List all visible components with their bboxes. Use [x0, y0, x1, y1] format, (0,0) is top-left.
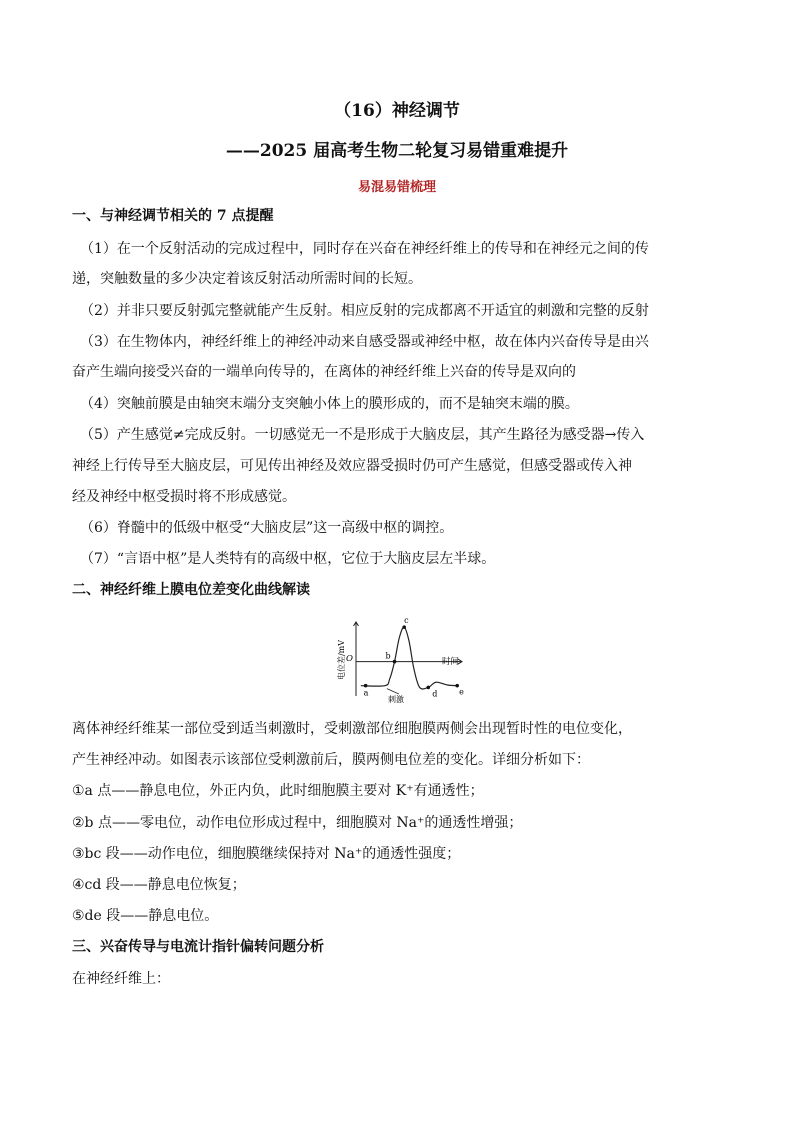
point-a: [364, 684, 368, 688]
section-heading-2: 二、神经纤维上膜电位差变化曲线解读: [72, 582, 310, 598]
text-line: 神经上行传导至大脑皮层，可见传出神经及效应器受损时仍可产生感觉，但感受器或传入神: [72, 458, 632, 474]
origin-label: O: [346, 654, 353, 664]
text-line: 离体神经纤维某一部位受到适当刺激时，受刺激部位细胞膜两侧会出现暂时性的电位变化，: [72, 721, 632, 737]
point-c: [402, 625, 406, 629]
section-heading-1: 一、与神经调节相关的 7 点提醒: [72, 208, 274, 224]
point-label-a: a: [363, 688, 369, 698]
text-line: （5）产生感觉≠完成反射。一切感觉无一不是形成于大脑皮层，其产生路径为感受器→传入: [80, 427, 645, 443]
text-line: （7）“言语中枢”是人类特有的高级中枢，它位于大脑皮层左半球。: [80, 551, 496, 567]
text-line: （3）在生物体内，神经纤维上的神经冲动来自感受器或神经中枢，故在体内兴奋传导是由兴: [80, 334, 649, 350]
text-line: ④cd 段——静息电位恢复；: [72, 877, 246, 893]
point-label-b: b: [385, 651, 391, 661]
text-line: ②b 点——零电位，动作电位形成过程中，细胞膜对 Na⁺的通透性增强；: [72, 815, 523, 831]
point-b: [393, 660, 397, 664]
point-d: [426, 686, 430, 690]
text-line: 产生神经冲动。如图表示该部位受刺激前后，膜两侧电位差的变化。详细分析如下：: [72, 752, 590, 768]
stimulus-arrow: [387, 689, 399, 694]
text-line: （6）脊髓中的低级中枢受“大脑皮层”这一高级中枢的调控。: [80, 520, 454, 536]
x-axis-label: 时间: [442, 657, 460, 667]
section-heading-3: 三、兴奋传导与电流计指针偏转问题分析: [72, 939, 324, 955]
point-label-c: c: [404, 616, 409, 626]
stimulus-label: 刺激: [388, 695, 404, 704]
y-axis-label: 电位差/mV: [337, 639, 346, 681]
section-banner: 易混易错梳理: [357, 180, 436, 195]
point-label-e: e: [459, 687, 464, 697]
text-line: 经及神经中枢受损时将不形成感觉。: [72, 489, 296, 505]
text-line: ③bc 段——动作电位，细胞膜继续保持对 Na⁺的通透性强度；: [72, 846, 461, 862]
text-line: 奋产生端向接受兴奋的一端单向传导的，在离体的神经纤维上兴奋的传导是双向的: [72, 364, 576, 380]
text-line: （2）并非只要反射弧完整就能产生反射。相应反射的完成都离不开适宜的刺激和完整的反射: [80, 303, 649, 319]
membrane-potential-chart: [330, 614, 470, 704]
doc-title: （16）神经调节: [334, 101, 460, 121]
text-line: （1）在一个反射活动的完成过程中，同时存在兴奋在神经纤维上的传导和在神经元之间的传: [80, 241, 649, 257]
text-line: 在神经纤维上：: [72, 971, 170, 987]
point-label-d: d: [432, 689, 438, 699]
text-line: ⑤de 段——静息电位。: [72, 908, 219, 924]
doc-title-sub: ——2025 届高考生物二轮复习易错重难提升: [225, 141, 569, 161]
text-line: 递，突触数量的多少决定着该反射活动所需时间的长短。: [72, 271, 422, 287]
text-line: ①a 点——静息电位，外正内负，此时细胞膜主要对 K⁺有通透性；: [72, 783, 484, 799]
text-line: （4）突触前膜是由轴突末端分支突触小体上的膜形成的，而不是轴突末端的膜。: [80, 396, 579, 412]
